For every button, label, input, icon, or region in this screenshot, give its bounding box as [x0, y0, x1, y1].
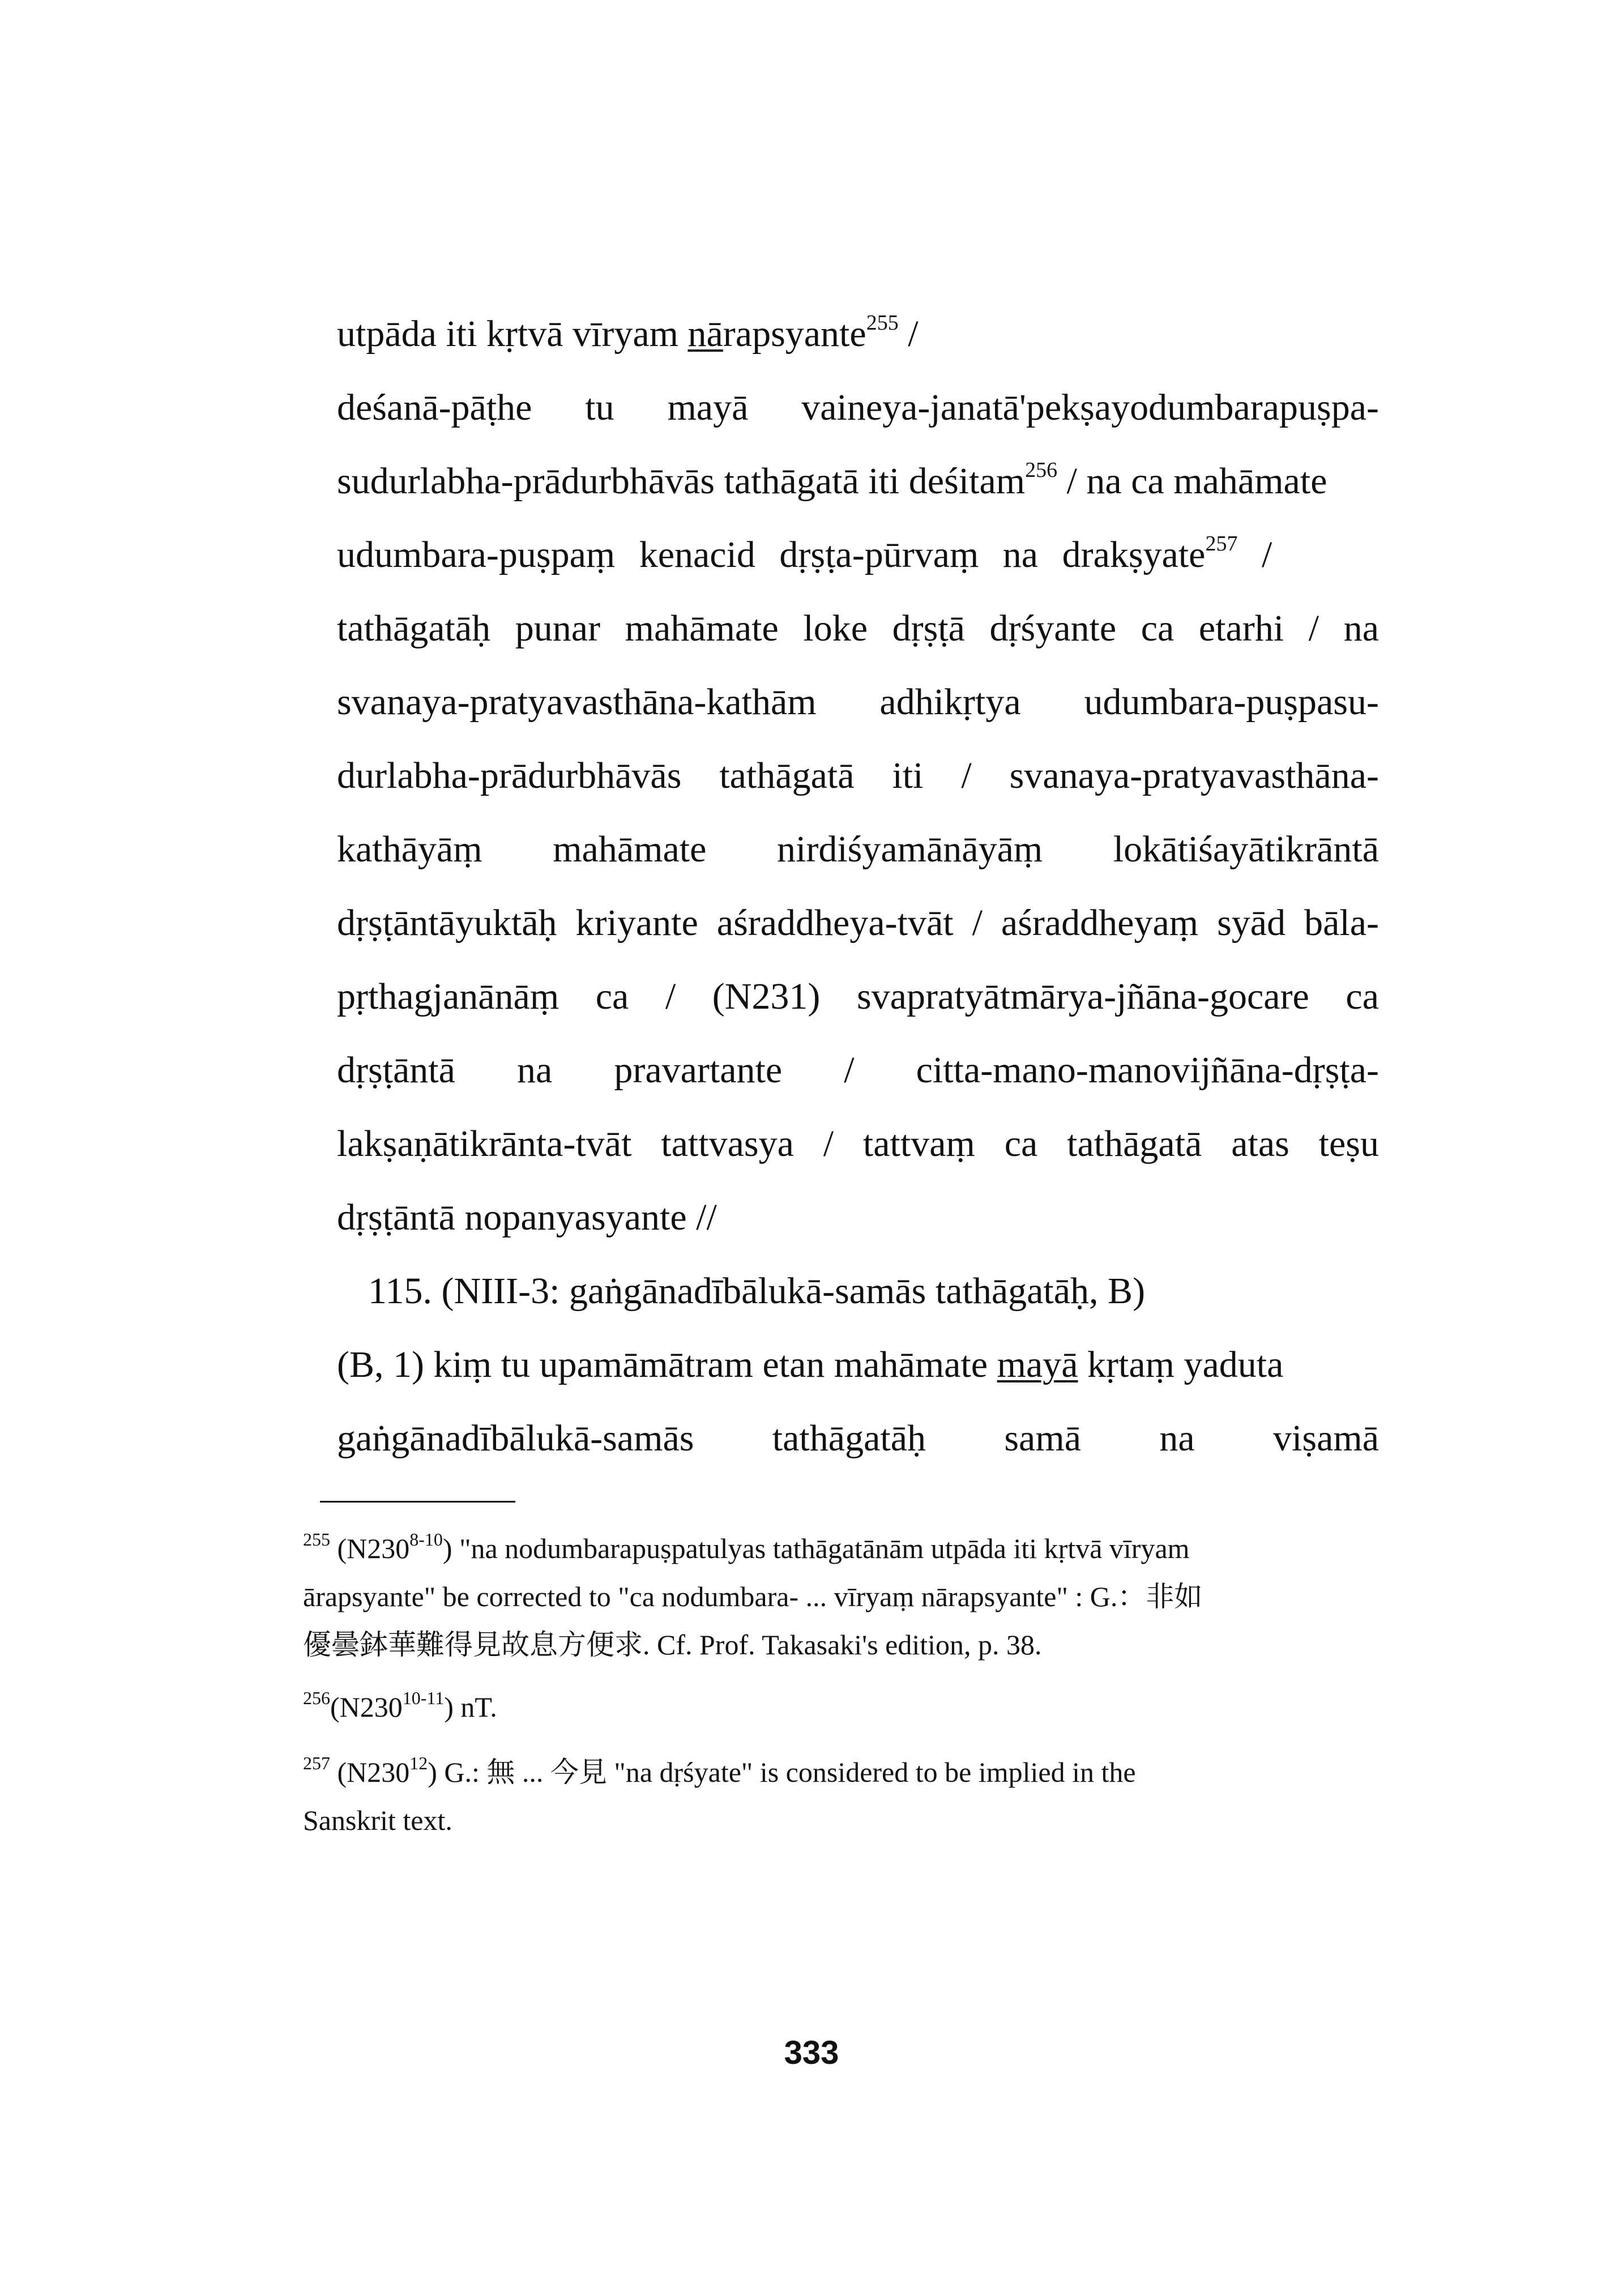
footnote-257-line-2: Sanskrit text.	[303, 1804, 452, 1836]
footnote-number-256: 256	[303, 1688, 330, 1709]
body-line-11: dṛṣṭāntā na pravartante / citta-mano-manovijñāna-dṛṣṭa-	[337, 1049, 1379, 1091]
footnote-256-text: nT.	[453, 1691, 497, 1723]
body-line-3	[337, 456, 1379, 507]
body-line-9: dṛṣṭāntāyuktāḥ kriyante aśraddheya-tvāt / aśraddheyaṃ syād bāla-	[337, 902, 1379, 944]
section-heading: 115. (NIII-3: gaṅgānadībālukā-samās tathāgatāḥ, B)	[368, 1270, 1146, 1312]
body-line-6: svanaya-pratyavasthāna-kathām adhikṛtya udumbara-puṣpasu-	[337, 681, 1379, 723]
footnote-257-text-1: G.: 無 ... 今見 "na dṛśyate" is considered to be implied in the	[437, 1756, 1136, 1788]
page-number: 333	[784, 2034, 839, 2071]
body-line-8: kathāyāṃ mahāmate nirdiśyamānāyāṃ lokātiśayātikrāntā	[337, 829, 1379, 870]
underlined-text: mayā	[997, 1344, 1078, 1385]
body-line-3-text: sudurlabha-prādurbhāvās tathāgatā iti deśitam	[337, 460, 1026, 502]
footnote-256-line-1	[303, 1688, 1379, 1726]
footnote-255-line-2: ārapsyante" be corrected to "ca nodumbara- ... vīryaṃ nārapsyante" : G.：非如	[303, 1581, 1203, 1612]
body-line-4-text: udumbara-puṣpaṃ kenacid dṛṣṭa-pūrvaṃ na drakṣyate	[337, 534, 1206, 575]
body-line-16: gaṅgānadībālukā-samās tathāgatāḥ samā na viṣamā	[337, 1418, 1379, 1459]
footnote-ref-lines: 10-11	[402, 1688, 445, 1709]
footnote-ref-256[interactable]: 256	[1025, 458, 1058, 482]
body-line-1	[337, 309, 1379, 360]
footnote-ref-255[interactable]: 255	[866, 311, 899, 335]
footnote-number-257: 257	[303, 1753, 330, 1774]
body-line-1-text-cont: rapsyante	[723, 313, 866, 355]
footnote-ref-lines: 12	[409, 1753, 428, 1774]
underlined-text: nā	[687, 313, 723, 355]
footnote-number-255: 255	[303, 1529, 330, 1550]
footnote-ref-close: )	[428, 1756, 437, 1788]
body-line-15-end: kṛtaṃ yaduta	[1078, 1344, 1284, 1385]
body-line-4	[337, 530, 1379, 581]
body-line-1-end: /	[898, 313, 919, 355]
footnote-ref-lines: 8-10	[409, 1529, 443, 1550]
footnote-ref-close: )	[442, 1533, 452, 1564]
body-line-12: lakṣaṇātikrānta-tvāt tattvasya / tattvaṃ ca tathāgatā atas teṣu	[337, 1123, 1379, 1164]
footnote-257-line-1	[303, 1753, 1379, 1791]
body-line-4-end: /	[1237, 534, 1272, 575]
footnote-255-text-1: "na nodumbarapuṣpatulyas tathāgatānām utpāda iti kṛtvā vīryam	[459, 1533, 1190, 1564]
footnote-ref-close: )	[444, 1691, 454, 1723]
footnote-ref-label: (N230	[337, 1756, 410, 1788]
footnote-ref-257[interactable]: 257	[1205, 532, 1238, 556]
body-line-13: dṛṣṭāntā nopanyasyante //	[337, 1197, 717, 1238]
body-line-5: tathāgatāḥ punar mahāmate loke dṛṣṭā dṛśyante ca etarhi / na	[337, 608, 1379, 649]
footnote-255-line-3: 優曇鉢華難得見故息方便求. Cf. Prof. Takasaki's edition, p. 38.	[303, 1629, 1042, 1661]
body-line-15-text: (B, 1) kiṃ tu upamāmātram etan mahāmate	[337, 1344, 997, 1385]
footnote-divider	[320, 1501, 515, 1503]
footnote-ref-label: (N230	[337, 1533, 410, 1564]
body-line-3-end: / na ca mahāmate	[1057, 460, 1327, 502]
body-line-15	[337, 1339, 1379, 1390]
footnote-255-line-1	[303, 1529, 1379, 1568]
footnote-ref-label: (N230	[330, 1691, 403, 1723]
body-line-2: deśanā-pāṭhe tu mayā vaineya-janatā'pekṣayodumbarapuṣpa-	[337, 387, 1379, 428]
body-line-10: pṛthagjanānāṃ ca / (N231) svapratyātmārya-jñāna-gocare ca	[337, 976, 1379, 1017]
body-line-1-text: utpāda iti kṛtvā vīryam	[337, 313, 688, 355]
body-line-7: durlabha-prādurbhāvās tathāgatā iti / svanaya-pratyavasthāna-	[337, 755, 1379, 796]
